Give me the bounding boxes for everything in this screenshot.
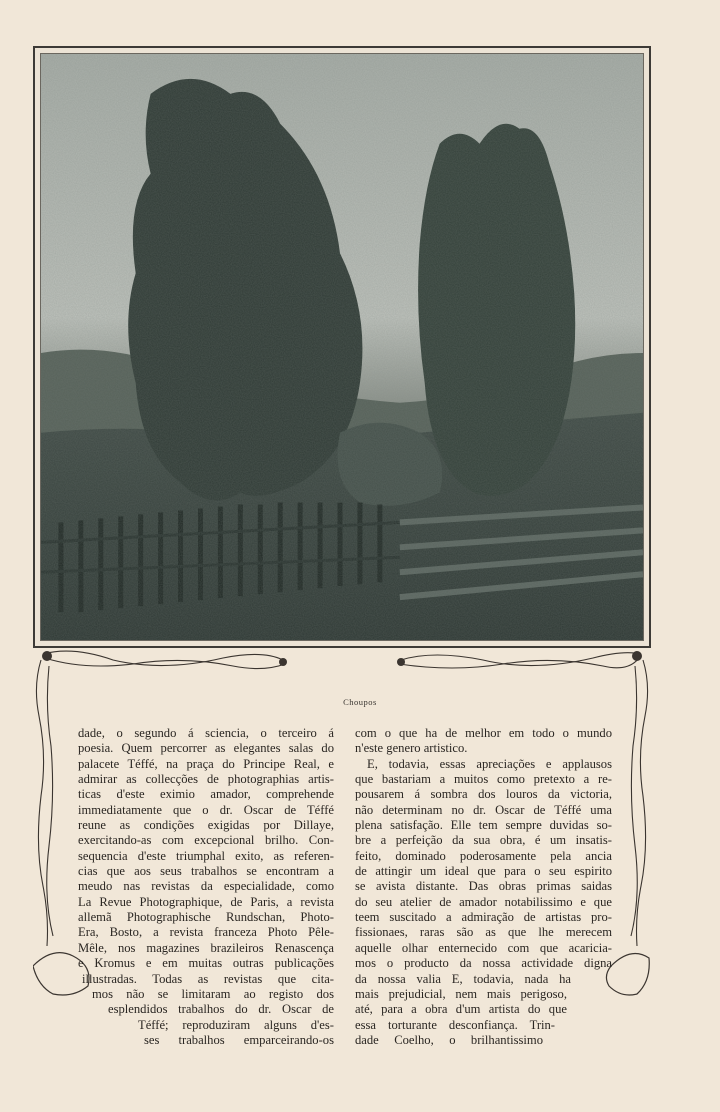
text-line: exercitando-as com excepcional brilho. Con- — [78, 833, 334, 848]
text-line: n'este genero artistico. — [355, 741, 468, 756]
text-line: até, para a obra d'um artista do que — [355, 1002, 567, 1017]
text-line: La Revue Photographique, de Paris, a revista — [78, 894, 334, 909]
left-text-column — [78, 726, 334, 1048]
text-line: feito, dominado poderosamente pela ancia — [355, 848, 612, 863]
text-line: com o que ha de melhor em todo o mundo — [355, 726, 612, 740]
text-line: pousarem á sombra dos louros da victoria, — [355, 787, 612, 802]
photo-caption: Choupos — [343, 697, 377, 707]
text-line: mais prejudicial, nem mais perigoso, — [355, 986, 567, 1001]
text-line: bre a perfeição da sua obra, é um insatis- — [355, 833, 612, 848]
text-line: dade, o segundo á sciencia, o terceiro á — [78, 726, 334, 740]
landscape-photo-icon — [41, 54, 643, 640]
text-line: cias que aos seus trabalhos se encontram a — [78, 864, 334, 879]
text-line: poesia. Quem percorrer as elegantes salas do — [78, 741, 334, 756]
text-line: Era, Bosto, a revista franceza Photo Pêle- — [78, 925, 334, 940]
text-line: admirar as collecções de photographias artis- — [78, 772, 334, 787]
text-line: illustradas. Todas as revistas que cita- — [82, 971, 334, 986]
text-line: allemã Photographische Rundschan, Photo- — [78, 910, 334, 925]
text-line: ticas d'este eximio amador, comprehende — [78, 787, 334, 802]
text-line: palacete Téffé, na praça do Principe Real, e — [78, 756, 334, 771]
poplars-photograph — [40, 53, 644, 641]
text-line: mos não se limitaram ao registo dos — [92, 986, 334, 1001]
text-line: immediatamente que o dr. Oscar de Téffé — [78, 802, 334, 817]
text-line: sequencia d'este triumphal exito, as referen- — [78, 848, 334, 863]
text-line: do seu atelier de amador notabilissimo e que — [355, 894, 612, 909]
text-line: reune as condições exigidas por Dillaye, — [78, 818, 334, 833]
text-line: ses trabalhos emparceirando-os — [144, 1032, 334, 1047]
text-line: essa torturante desconfiança. Trin- — [355, 1017, 555, 1032]
text-line: teem suscitado a admiração de artistas pro- — [355, 910, 612, 925]
text-line: aquelle olhar enternecido com que acaricia- — [355, 940, 612, 955]
text-line: meudo nas revistas da especialidade, como — [78, 879, 334, 894]
text-line: Téffé; reproduziram alguns d'es- — [138, 1017, 334, 1032]
text-line: fissionaes, raras são as que lhe merecem — [355, 925, 612, 940]
text-line: que bastariam a muitos como pretexto a re- — [355, 772, 612, 787]
text-line: plena satisfação. Elle tem sempre duvidas so- — [355, 818, 612, 833]
right-text-column — [355, 726, 612, 1048]
text-line: de attingir um ideal que para o seu espirito — [355, 864, 612, 879]
text-line: se avista distante. Das obras primas saidas — [355, 879, 612, 894]
photo-frame — [33, 46, 651, 648]
text-line: Mêle, nos magazines brazileiros Renascença — [78, 940, 334, 955]
text-line: e Kromus e em muitas outras publicações — [78, 956, 334, 971]
text-line: E, todavia, essas apreciações e applausos — [367, 756, 612, 771]
text-line: não determinam no dr. Oscar de Téffé uma — [355, 802, 612, 817]
text-line: mos o producto da nossa actividade digna — [355, 956, 612, 971]
text-line: dade Coelho, o brilhantissimo — [355, 1032, 543, 1047]
text-line: da nossa valia E, todavia, nada ha — [355, 971, 571, 986]
text-line: esplendidos trabalhos do dr. Oscar de — [108, 1002, 334, 1017]
